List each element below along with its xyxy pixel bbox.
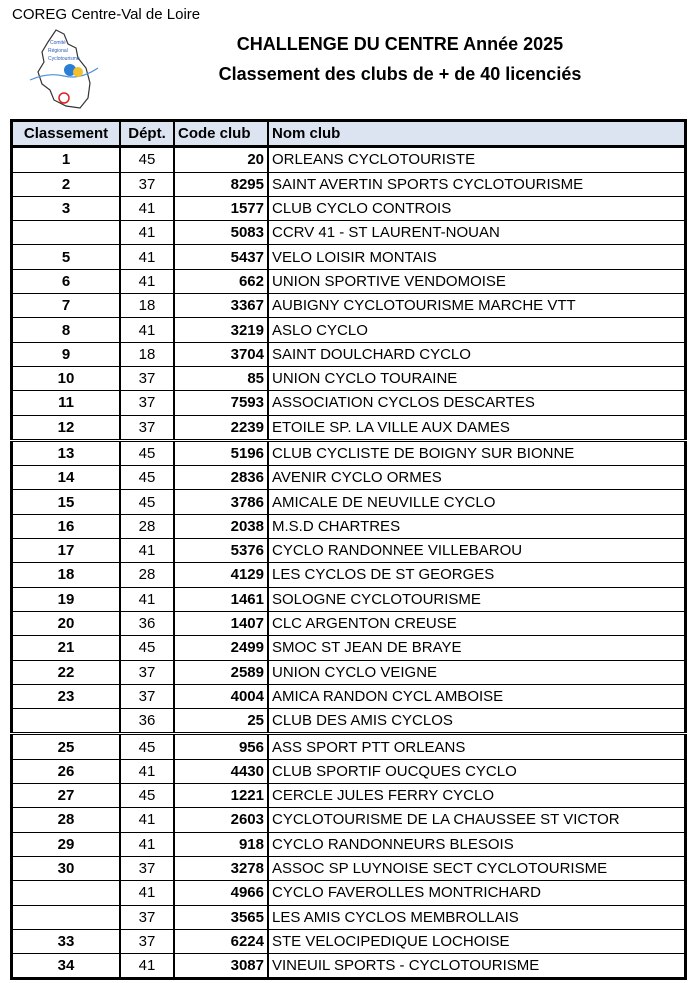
table-row	[12, 147, 686, 172]
dept-cell: 45	[120, 466, 174, 490]
club-name-cell: CERCLE JULES FERRY CYCLO	[268, 784, 686, 808]
dept-cell: 41	[120, 587, 174, 611]
dept-cell: 41	[120, 832, 174, 856]
col-nom-club: Nom club	[268, 121, 686, 147]
table-row	[12, 734, 686, 759]
rank-cell: 34	[12, 954, 121, 979]
page-title: CHALLENGE DU CENTRE Année 2025	[236, 34, 564, 54]
rank-cell: 10	[12, 366, 121, 390]
dept-cell: 37	[120, 366, 174, 390]
table-row	[12, 294, 686, 318]
table-row	[12, 318, 686, 342]
club-name-cell: ETOILE SP. LA VILLE AUX DAMES	[268, 415, 686, 440]
club-name-cell: CLUB CYCLISTE DE BOIGNY SUR BIONNE	[268, 440, 686, 465]
code-club-cell: 918	[174, 832, 268, 856]
club-name-cell: CLC ARGENTON CREUSE	[268, 611, 686, 635]
table-row	[12, 660, 686, 684]
page-subtitle: Classement des clubs de + de 40 licenciés	[218, 64, 582, 84]
dept-cell: 18	[120, 294, 174, 318]
table-row	[12, 245, 686, 269]
club-name-cell: LES CYCLOS DE ST GEORGES	[268, 563, 686, 587]
table-row	[12, 415, 686, 440]
table-row	[12, 440, 686, 465]
table-row	[12, 954, 686, 979]
club-name-cell: AMICALE DE NEUVILLE CYCLO	[268, 490, 686, 514]
club-name-cell: ASLO CYCLO	[268, 318, 686, 342]
club-name-cell: CLUB CYCLO CONTROIS	[268, 196, 686, 220]
code-club-cell: 3786	[174, 490, 268, 514]
table-row	[12, 636, 686, 660]
rank-cell: 27	[12, 784, 121, 808]
code-club-cell: 25	[174, 709, 268, 734]
club-name-cell: CYCLO FAVEROLLES MONTRICHARD	[268, 881, 686, 905]
club-name-cell: ORLEANS CYCLOTOURISTE	[268, 147, 686, 172]
rank-cell: 16	[12, 514, 121, 538]
rank-cell: 13	[12, 440, 121, 465]
club-name-cell: UNION SPORTIVE VENDOMOISE	[268, 269, 686, 293]
col-code-club: Code club	[174, 121, 268, 147]
dept-cell: 41	[120, 269, 174, 293]
club-name-cell: VINEUIL SPORTS - CYCLOTOURISME	[268, 954, 686, 979]
code-club-cell: 20	[174, 147, 268, 172]
table-row	[12, 342, 686, 366]
dept-cell: 45	[120, 490, 174, 514]
rank-cell	[12, 905, 121, 929]
rank-cell: 8	[12, 318, 121, 342]
table-row	[12, 684, 686, 708]
dept-cell: 37	[120, 415, 174, 440]
dept-cell: 36	[120, 611, 174, 635]
rank-cell: 33	[12, 929, 121, 953]
dept-cell: 41	[120, 539, 174, 563]
rank-cell: 14	[12, 466, 121, 490]
club-name-cell: CYCLOTOURISME DE LA CHAUSSEE ST VICTOR	[268, 808, 686, 832]
club-name-cell: SMOC ST JEAN DE BRAYE	[268, 636, 686, 660]
dept-cell: 18	[120, 342, 174, 366]
dept-cell: 41	[120, 196, 174, 220]
code-club-cell: 3087	[174, 954, 268, 979]
dept-cell: 37	[120, 905, 174, 929]
club-name-cell: LES AMIS CYCLOS MEMBROLLAIS	[268, 905, 686, 929]
code-club-cell: 662	[174, 269, 268, 293]
code-club-cell: 1577	[174, 196, 268, 220]
club-name-cell: SOLOGNE CYCLOTOURISME	[268, 587, 686, 611]
code-club-cell: 6224	[174, 929, 268, 953]
table-row	[12, 466, 686, 490]
code-club-cell: 1407	[174, 611, 268, 635]
dept-cell: 41	[120, 318, 174, 342]
rank-cell: 26	[12, 759, 121, 783]
code-club-cell: 5376	[174, 539, 268, 563]
table-row	[12, 905, 686, 929]
table-row	[12, 856, 686, 880]
dept-cell: 28	[120, 563, 174, 587]
svg-text:Cyclotourisme: Cyclotourisme	[48, 56, 80, 62]
rank-cell	[12, 221, 121, 245]
ranking-table	[10, 119, 687, 980]
code-club-cell: 5196	[174, 440, 268, 465]
dept-cell: 45	[120, 784, 174, 808]
table-row	[12, 539, 686, 563]
dept-cell: 41	[120, 245, 174, 269]
rank-cell: 19	[12, 587, 121, 611]
table-row	[12, 587, 686, 611]
table-row	[12, 391, 686, 415]
rank-cell	[12, 709, 121, 734]
code-club-cell: 4430	[174, 759, 268, 783]
table-row	[12, 490, 686, 514]
table-row	[12, 611, 686, 635]
code-club-cell: 3219	[174, 318, 268, 342]
rank-cell: 12	[12, 415, 121, 440]
code-club-cell: 956	[174, 734, 268, 759]
rank-cell: 29	[12, 832, 121, 856]
code-club-cell: 3565	[174, 905, 268, 929]
rank-cell: 20	[12, 611, 121, 635]
rank-cell: 7	[12, 294, 121, 318]
code-club-cell: 3278	[174, 856, 268, 880]
club-name-cell: UNION CYCLO TOURAINE	[268, 366, 686, 390]
table-row	[12, 221, 686, 245]
code-club-cell: 2603	[174, 808, 268, 832]
club-name-cell: M.S.D CHARTRES	[268, 514, 686, 538]
col-dept: Dépt.	[120, 121, 174, 147]
rank-cell: 23	[12, 684, 121, 708]
dept-cell: 41	[120, 808, 174, 832]
svg-text:Comité: Comité	[50, 40, 66, 46]
table-row	[12, 808, 686, 832]
code-club-cell: 1221	[174, 784, 268, 808]
dept-cell: 37	[120, 684, 174, 708]
rank-cell: 6	[12, 269, 121, 293]
table-row	[12, 269, 686, 293]
club-name-cell: VELO LOISIR MONTAIS	[268, 245, 686, 269]
code-club-cell: 2239	[174, 415, 268, 440]
club-name-cell: ASSOCIATION CYCLOS DESCARTES	[268, 391, 686, 415]
club-name-cell: UNION CYCLO VEIGNE	[268, 660, 686, 684]
dept-cell: 37	[120, 929, 174, 953]
club-name-cell: CCRV 41 - ST LAURENT-NOUAN	[268, 221, 686, 245]
rank-cell: 2	[12, 172, 121, 196]
code-club-cell: 4966	[174, 881, 268, 905]
rank-cell: 15	[12, 490, 121, 514]
dept-cell: 37	[120, 172, 174, 196]
table-row	[12, 881, 686, 905]
code-club-cell: 4004	[174, 684, 268, 708]
rank-cell: 28	[12, 808, 121, 832]
rank-cell: 18	[12, 563, 121, 587]
code-club-cell: 1461	[174, 587, 268, 611]
club-name-cell: CYCLO RANDONNEE VILLEBAROU	[268, 539, 686, 563]
table-row	[12, 514, 686, 538]
table-row	[12, 196, 686, 220]
club-name-cell: STE VELOCIPEDIQUE LOCHOISE	[268, 929, 686, 953]
code-club-cell: 2589	[174, 660, 268, 684]
col-classement: Classement	[12, 121, 121, 147]
club-name-cell: ASS SPORT PTT ORLEANS	[268, 734, 686, 759]
club-name-cell: AMICA RANDON CYCL AMBOISE	[268, 684, 686, 708]
table-row	[12, 929, 686, 953]
code-club-cell: 2836	[174, 466, 268, 490]
dept-cell: 45	[120, 440, 174, 465]
club-name-cell: AUBIGNY CYCLOTOURISME MARCHE VTT	[268, 294, 686, 318]
club-name-cell: SAINT DOULCHARD CYCLO	[268, 342, 686, 366]
organization-name: COREG Centre-Val de Loire	[12, 6, 201, 23]
table-row	[12, 759, 686, 783]
dept-cell: 37	[120, 856, 174, 880]
club-name-cell: ASSOC SP LUYNOISE SECT CYCLOTOURISME	[268, 856, 686, 880]
code-club-cell: 7593	[174, 391, 268, 415]
rank-cell: 5	[12, 245, 121, 269]
code-club-cell: 85	[174, 366, 268, 390]
coreg-logo	[28, 28, 100, 110]
table-row	[12, 784, 686, 808]
rank-cell: 21	[12, 636, 121, 660]
dept-cell: 45	[120, 734, 174, 759]
dept-cell: 37	[120, 660, 174, 684]
code-club-cell: 8295	[174, 172, 268, 196]
rank-cell: 30	[12, 856, 121, 880]
dept-cell: 36	[120, 709, 174, 734]
dept-cell: 41	[120, 221, 174, 245]
dept-cell: 41	[120, 954, 174, 979]
dept-cell: 41	[120, 881, 174, 905]
rank-cell: 1	[12, 147, 121, 172]
svg-text:Régional: Régional	[48, 48, 68, 54]
table-row	[12, 832, 686, 856]
table-row	[12, 172, 686, 196]
table-row	[12, 563, 686, 587]
rank-cell: 22	[12, 660, 121, 684]
club-name-cell: CLUB SPORTIF OUCQUES CYCLO	[268, 759, 686, 783]
dept-cell: 45	[120, 636, 174, 660]
dept-cell: 37	[120, 391, 174, 415]
rank-cell: 3	[12, 196, 121, 220]
club-name-cell: CYCLO RANDONNEURS BLESOIS	[268, 832, 686, 856]
club-name-cell: CLUB DES AMIS CYCLOS	[268, 709, 686, 734]
rank-cell: 9	[12, 342, 121, 366]
dept-cell: 28	[120, 514, 174, 538]
club-name-cell: SAINT AVERTIN SPORTS CYCLOTOURISME	[268, 172, 686, 196]
code-club-cell: 3367	[174, 294, 268, 318]
rank-cell: 11	[12, 391, 121, 415]
code-club-cell: 5083	[174, 221, 268, 245]
club-name-cell: AVENIR CYCLO ORMES	[268, 466, 686, 490]
code-club-cell: 2499	[174, 636, 268, 660]
dept-cell: 41	[120, 759, 174, 783]
code-club-cell: 5437	[174, 245, 268, 269]
code-club-cell: 3704	[174, 342, 268, 366]
dept-cell: 45	[120, 147, 174, 172]
rank-cell: 25	[12, 734, 121, 759]
code-club-cell: 4129	[174, 563, 268, 587]
table-row	[12, 709, 686, 734]
rank-cell	[12, 881, 121, 905]
rank-cell: 17	[12, 539, 121, 563]
table-header	[12, 121, 686, 147]
code-club-cell: 2038	[174, 514, 268, 538]
table-row	[12, 366, 686, 390]
